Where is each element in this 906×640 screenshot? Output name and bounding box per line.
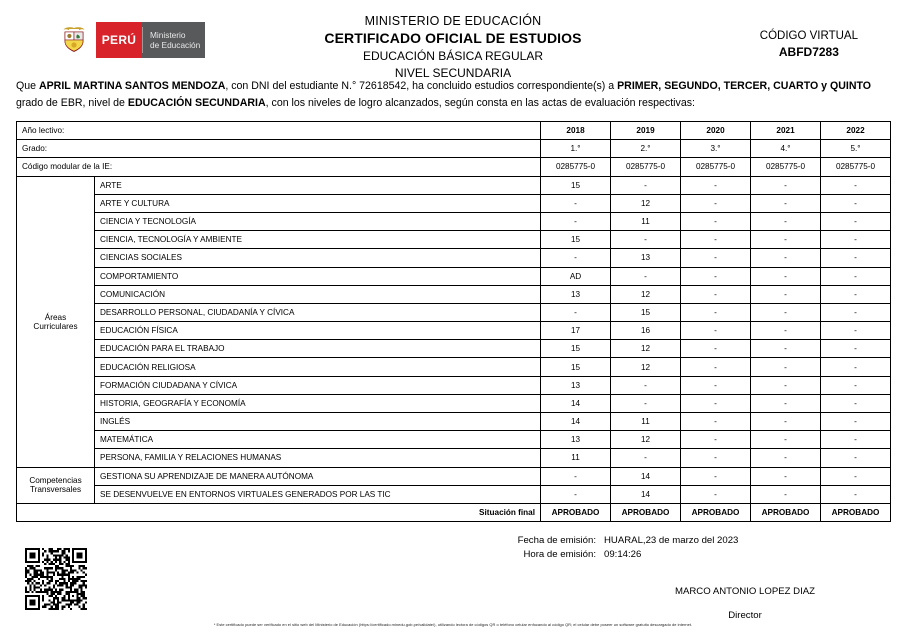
- competencia-grade-4: -: [751, 485, 821, 503]
- area-name: EDUCACIÓN FÍSICA: [95, 322, 541, 340]
- area-name: MATEMÁTICA: [95, 431, 541, 449]
- area-grade-4: -: [751, 449, 821, 467]
- table-row: [17, 485, 891, 503]
- table-row: [17, 176, 891, 194]
- area-grade-4: -: [751, 176, 821, 194]
- label-areas-curriculares: Áreas Curriculares: [17, 176, 95, 467]
- table-row: [17, 303, 891, 321]
- area-grade-3: -: [681, 249, 751, 267]
- area-grade-5: -: [821, 267, 891, 285]
- area-grade-1: 11: [541, 449, 611, 467]
- area-grade-2: 15: [611, 303, 681, 321]
- peru-coat-of-arms-icon: [52, 22, 96, 58]
- area-grade-1: 15: [541, 231, 611, 249]
- area-name: CIENCIA Y TECNOLOGÍA: [95, 212, 541, 230]
- area-grade-5: -: [821, 231, 891, 249]
- table-row: [17, 231, 891, 249]
- situacion-final-1: APROBADO: [541, 503, 611, 521]
- area-grade-5: -: [821, 394, 891, 412]
- grado-1: 1.°: [541, 140, 611, 158]
- table-row: [17, 503, 891, 521]
- statement-part-4: grado de EBR, nivel de: [16, 97, 128, 109]
- table-row: [17, 158, 891, 176]
- competencia-grade-3: -: [681, 485, 751, 503]
- area-grade-2: 12: [611, 285, 681, 303]
- area-grade-2: 12: [611, 194, 681, 212]
- anio-lectivo-2: 2019: [611, 122, 681, 140]
- area-grade-3: -: [681, 358, 751, 376]
- virtual-code-block: [760, 28, 858, 60]
- area-grade-1: 17: [541, 322, 611, 340]
- certificate-statement: [16, 78, 890, 112]
- table-row: [17, 413, 891, 431]
- anio-lectivo-5: 2022: [821, 122, 891, 140]
- ministry-title: MINISTERIO DE EDUCACIÓN: [364, 14, 542, 28]
- area-grade-4: -: [751, 212, 821, 230]
- competencia-grade-2: 14: [611, 485, 681, 503]
- table-row: [17, 194, 891, 212]
- logo-peru-label: PERÚ: [96, 22, 142, 58]
- education-level: NIVEL SECUNDARIA: [394, 66, 512, 80]
- director-role: Director: [728, 610, 762, 621]
- area-grade-5: -: [821, 358, 891, 376]
- area-grade-1: 13: [541, 376, 611, 394]
- label-grado: Grado:: [17, 140, 541, 158]
- area-grade-4: -: [751, 194, 821, 212]
- area-name: FORMACIÓN CIUDADANA Y CÍVICA: [95, 376, 541, 394]
- emission-date-value: HUARAL,23 de marzo del 2023: [604, 535, 739, 546]
- area-name: ARTE Y CULTURA: [95, 194, 541, 212]
- anio-lectivo-1: 2018: [541, 122, 611, 140]
- area-grade-4: -: [751, 340, 821, 358]
- area-grade-3: -: [681, 285, 751, 303]
- anio-lectivo-4: 2021: [751, 122, 821, 140]
- signature-block: [620, 586, 870, 621]
- competencias-label-line1: Competencias: [29, 476, 82, 486]
- emission-time-value: 09:14:26: [604, 549, 642, 560]
- document-title: CERTIFICADO OFICIAL DE ESTUDIOS: [324, 30, 582, 46]
- area-name: COMPORTAMIENTO: [95, 267, 541, 285]
- area-grade-5: -: [821, 249, 891, 267]
- virtual-code-value: ABFD7283: [778, 45, 839, 59]
- area-grade-2: 11: [611, 212, 681, 230]
- table-row: [17, 358, 891, 376]
- competencia-grade-4: -: [751, 467, 821, 485]
- area-grade-4: -: [751, 231, 821, 249]
- codigo-modular-4: 0285775-0: [751, 158, 821, 176]
- ministry-logo: [52, 22, 205, 58]
- title-block: [143, 14, 763, 80]
- area-grade-4: -: [751, 413, 821, 431]
- area-grade-2: -: [611, 376, 681, 394]
- statement-part-5: , con los niveles de logro alcanzados, según consta en las actas de evaluación respectivas:: [265, 97, 695, 109]
- area-name: PERSONA, FAMILIA Y RELACIONES HUMANAS: [95, 449, 541, 467]
- area-grade-5: -: [821, 212, 891, 230]
- area-grade-1: -: [541, 194, 611, 212]
- area-grade-2: 11: [611, 413, 681, 431]
- grades-table: [16, 121, 891, 522]
- area-grade-1: 13: [541, 431, 611, 449]
- verification-footnote: * Este certificado puede ser verificado en el sitio web del Ministerio de Educación (https://certificado.minedu.gob.pe/validate/), utilizando lectora de códigos QR o teléfono celular enfocando al código QR; el celular debe poseer un software gratuito descargado de internet.: [213, 622, 693, 627]
- area-grade-3: -: [681, 303, 751, 321]
- area-grade-3: -: [681, 176, 751, 194]
- education-modality: EDUCACIÓN BÁSICA REGULAR: [362, 49, 544, 63]
- emission-time-row: [512, 548, 738, 562]
- emission-time-label: Hora de emisión:: [523, 549, 596, 560]
- label-codigo-modular: Código modular de la IE:: [17, 158, 541, 176]
- area-name: INGLÉS: [95, 413, 541, 431]
- table-row: [17, 394, 891, 412]
- document-header: [0, 0, 906, 80]
- grado-3: 3.°: [681, 140, 751, 158]
- area-name: EDUCACIÓN PARA EL TRABAJO: [95, 340, 541, 358]
- competencia-grade-5: -: [821, 485, 891, 503]
- area-grade-5: -: [821, 449, 891, 467]
- area-grade-3: -: [681, 394, 751, 412]
- area-grade-4: -: [751, 303, 821, 321]
- area-name: COMUNICACIÓN: [95, 285, 541, 303]
- label-competencias-transversales: [17, 467, 95, 503]
- area-name: ARTE: [95, 176, 541, 194]
- codigo-modular-2: 0285775-0: [611, 158, 681, 176]
- area-name: CIENCIAS SOCIALES: [95, 249, 541, 267]
- area-grade-3: -: [681, 267, 751, 285]
- table-row: [17, 322, 891, 340]
- emission-date-label: Fecha de emisión:: [517, 535, 596, 546]
- grado-2: 2.°: [611, 140, 681, 158]
- table-row: [17, 285, 891, 303]
- area-grade-5: -: [821, 176, 891, 194]
- statement-part-1: Que: [16, 80, 39, 92]
- competencia-grade-2: 14: [611, 467, 681, 485]
- area-grade-4: -: [751, 267, 821, 285]
- table-row: [17, 212, 891, 230]
- student-dni: 72618542: [359, 80, 407, 92]
- area-grade-3: -: [681, 322, 751, 340]
- table-row: [17, 340, 891, 358]
- area-grade-5: -: [821, 194, 891, 212]
- competencia-grade-3: -: [681, 467, 751, 485]
- situacion-final-5: APROBADO: [821, 503, 891, 521]
- table-row: [17, 249, 891, 267]
- area-grade-1: 15: [541, 340, 611, 358]
- area-grade-1: -: [541, 212, 611, 230]
- label-anio-lectivo: Año lectivo:: [17, 122, 541, 140]
- table-row: [17, 267, 891, 285]
- area-grade-3: -: [681, 231, 751, 249]
- label-situacion-final: Situación final: [17, 503, 541, 521]
- area-grade-4: -: [751, 322, 821, 340]
- situacion-final-4: APROBADO: [751, 503, 821, 521]
- competencias-label-line2: Transversales: [29, 485, 82, 495]
- area-grade-3: -: [681, 194, 751, 212]
- area-grade-3: -: [681, 413, 751, 431]
- table-row: [17, 122, 891, 140]
- area-grade-1: AD: [541, 267, 611, 285]
- area-grade-2: 13: [611, 249, 681, 267]
- director-name: MARCO ANTONIO LOPEZ DIAZ: [674, 586, 816, 597]
- table-row: [17, 431, 891, 449]
- area-grade-2: -: [611, 267, 681, 285]
- situacion-final-2: APROBADO: [611, 503, 681, 521]
- area-grade-2: -: [611, 449, 681, 467]
- area-grade-5: -: [821, 376, 891, 394]
- area-grade-5: -: [821, 303, 891, 321]
- virtual-code-label: CÓDIGO VIRTUAL: [759, 30, 858, 42]
- area-grade-2: 12: [611, 340, 681, 358]
- area-grade-3: -: [681, 431, 751, 449]
- area-grade-4: -: [751, 358, 821, 376]
- situacion-final-3: APROBADO: [681, 503, 751, 521]
- codigo-modular-1: 0285775-0: [541, 158, 611, 176]
- area-grade-1: -: [541, 249, 611, 267]
- area-grade-4: -: [751, 249, 821, 267]
- area-grade-1: 15: [541, 176, 611, 194]
- competencia-grade-5: -: [821, 467, 891, 485]
- grado-5: 5.°: [821, 140, 891, 158]
- statement-part-3: , ha concluido estudios correspondiente(s) a: [406, 80, 618, 92]
- competencia-grade-1: -: [541, 485, 611, 503]
- area-grade-5: -: [821, 285, 891, 303]
- area-grade-1: 15: [541, 358, 611, 376]
- area-name: DESARROLLO PERSONAL, CIUDADANÍA Y CÍVICA: [95, 303, 541, 321]
- area-grade-5: -: [821, 431, 891, 449]
- area-name: CIENCIA, TECNOLOGÍA Y AMBIENTE: [95, 231, 541, 249]
- area-grade-1: 14: [541, 394, 611, 412]
- area-grade-2: -: [611, 176, 681, 194]
- statement-part-2: , con DNI del estudiante N.°: [225, 80, 360, 92]
- table-row: [17, 467, 891, 485]
- area-grade-5: -: [821, 413, 891, 431]
- area-grade-2: 16: [611, 322, 681, 340]
- codigo-modular-5: 0285775-0: [821, 158, 891, 176]
- area-grade-5: -: [821, 340, 891, 358]
- grades-list: PRIMER, SEGUNDO, TERCER, CUARTO y QUINTO: [617, 80, 871, 92]
- area-name: EDUCACIÓN RELIGIOSA: [95, 358, 541, 376]
- competencia-name: GESTIONA SU APRENDIZAJE DE MANERA AUTÓNOMA: [95, 467, 541, 485]
- competencia-grade-1: -: [541, 467, 611, 485]
- area-grade-4: -: [751, 285, 821, 303]
- area-grade-2: -: [611, 231, 681, 249]
- emission-info: [512, 534, 738, 562]
- area-grade-3: -: [681, 376, 751, 394]
- student-name: APRIL MARTINA SANTOS MENDOZA: [38, 80, 226, 92]
- area-grade-3: -: [681, 212, 751, 230]
- area-grade-2: -: [611, 394, 681, 412]
- logo-ministry-line2: de Educación: [150, 40, 201, 50]
- area-grade-3: -: [681, 340, 751, 358]
- competencia-name: SE DESENVUELVE EN ENTORNOS VIRTUALES GENERADOS POR LAS TIC: [95, 485, 541, 503]
- grades-table-wrapper: [16, 121, 890, 522]
- logo-ministry-text: [143, 22, 205, 58]
- table-row: [17, 449, 891, 467]
- area-grade-4: -: [751, 376, 821, 394]
- area-name: HISTORIA, GEOGRAFÍA Y ECONOMÍA: [95, 394, 541, 412]
- area-grade-2: 12: [611, 431, 681, 449]
- area-grade-4: -: [751, 431, 821, 449]
- emission-date-row: [512, 534, 738, 548]
- area-grade-1: 13: [541, 285, 611, 303]
- table-row: [17, 376, 891, 394]
- area-grade-3: -: [681, 449, 751, 467]
- table-row: [17, 140, 891, 158]
- logo-ministry-line1: Ministerio: [150, 29, 186, 40]
- grado-4: 4.°: [751, 140, 821, 158]
- area-grade-1: 14: [541, 413, 611, 431]
- codigo-modular-3: 0285775-0: [681, 158, 751, 176]
- area-grade-5: -: [821, 322, 891, 340]
- area-grade-4: -: [751, 394, 821, 412]
- area-grade-1: -: [541, 303, 611, 321]
- area-grade-2: 12: [611, 358, 681, 376]
- education-level-value: EDUCACIÓN SECUNDARIA: [127, 97, 266, 109]
- qr-code-icon: [25, 548, 87, 610]
- anio-lectivo-3: 2020: [681, 122, 751, 140]
